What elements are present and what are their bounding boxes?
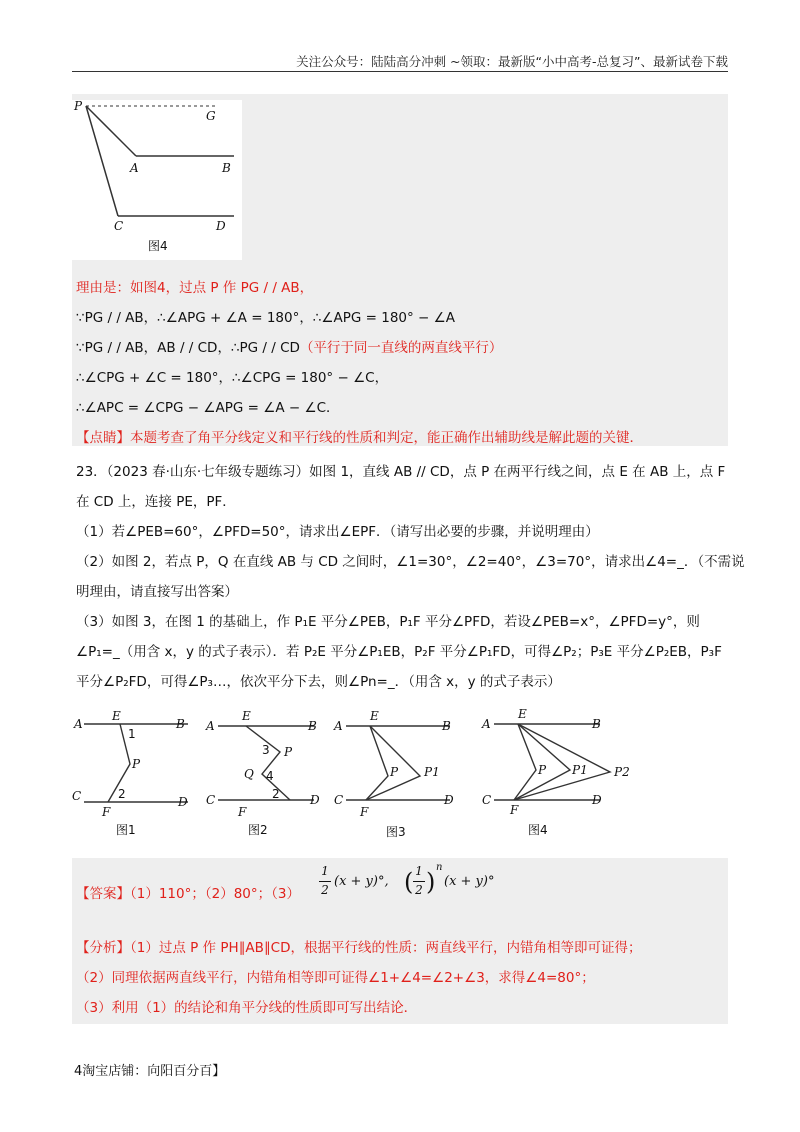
proof-line-3 xyxy=(76,336,502,356)
frac2-num: 1 xyxy=(415,864,423,878)
frac2-den: 2 xyxy=(415,883,423,897)
fig4-path-epf xyxy=(514,724,536,800)
answer-part1: （1）110°；（2）80°；（3） xyxy=(130,886,300,902)
figure-4-bg xyxy=(72,100,242,260)
page-footer: 4淘宝店铺：向阳百分百】 xyxy=(74,1064,226,1079)
figure-3 xyxy=(333,709,454,839)
fig2-label-d: D xyxy=(310,793,320,807)
frac1-num: 1 xyxy=(321,864,329,878)
header-rule xyxy=(72,71,728,72)
fig4-label-c: C xyxy=(482,793,492,807)
fig2-label-4: 4 xyxy=(266,769,274,783)
figure-4-top xyxy=(72,100,242,260)
fig3-caption: 图3 xyxy=(386,825,406,839)
fig2-label-a: A xyxy=(206,719,215,733)
figure-4 xyxy=(481,707,630,837)
paren-right: ) xyxy=(426,868,436,896)
question-line-6: （3）如图 3，在图 1 的基础上，作 P₁E 平分∠PEB，P₁F 平分∠PFD，若设∠PEB=x°，∠PFD=y°，则 xyxy=(76,614,700,630)
fig1-label-1: 1 xyxy=(128,727,136,741)
expr2-tail: (x + y)° xyxy=(444,874,495,889)
fig4-label-f: F xyxy=(510,803,519,817)
fig2-label-e: E xyxy=(242,709,251,723)
fig2-label-b: B xyxy=(308,719,317,733)
fig2-label-p: P xyxy=(284,745,293,759)
question-line-8: 平分∠P₂FD，可得∠P₃…，依次平分下去，则∠Pn=_．（用含 x，y 的式子表示） xyxy=(76,674,561,690)
frac1-den: 2 xyxy=(321,883,329,897)
fig2-label-q: Q xyxy=(244,767,254,781)
analysis-line-1 xyxy=(76,936,641,956)
fig3-label-f: F xyxy=(360,805,369,819)
figure-2 xyxy=(205,709,320,837)
analysis-line-3: （3）利用（1）的结论和角平分线的性质即可写出结论． xyxy=(76,1000,418,1016)
label-p: P xyxy=(74,100,83,113)
fig3-label-p: P xyxy=(390,765,399,779)
fig1-label-e: E xyxy=(112,709,121,723)
question-line-3: （1）若∠PEB=60°，∠PFD=50°，请求出∠EPF．（请写出必要的步骤，并说明理由） xyxy=(76,524,599,540)
proof-line-3-reason: （平行于同一直线的两直线平行） xyxy=(299,340,503,356)
proof-line-2: ∵PG / / AB，∴∠APG + ∠A = 180°，∴∠APG = 180° − ∠A xyxy=(76,310,456,326)
fig4-label-p: P xyxy=(538,763,547,777)
fig1-label-c: C xyxy=(72,789,82,803)
answer-line xyxy=(76,882,300,902)
fig1-label-f: F xyxy=(102,805,111,819)
expr1: (x + y)°, xyxy=(334,874,389,889)
fig1-label-a: A xyxy=(74,717,83,731)
fig4-label-a: A xyxy=(482,717,491,731)
label-c: C xyxy=(114,219,124,233)
frac2-bar xyxy=(413,881,425,882)
analysis-line-2: （2）同理依据两直线平行，内错角相等即可证得∠1+∠4=∠2+∠3，求得∠4=80°； xyxy=(76,970,595,986)
fig2-label-f: F xyxy=(238,805,247,819)
proof-line-3-math: ∵PG / / AB，AB / / CD，∴PG / / CD xyxy=(76,340,300,356)
question-line-5: 明理由，请直接写出答案） xyxy=(76,584,238,600)
proof-line-1: 理由是：如图4，过点 P 作 PG / / AB， xyxy=(76,280,314,296)
figure-4-caption: 图4 xyxy=(148,239,168,253)
fig1-label-p: P xyxy=(132,757,141,771)
page-header: 关注公众号：陆陆高分冲刺 ~领取：最新版“小中高考-总复习”、最新试卷下载 xyxy=(296,54,728,69)
fig1-label-b: B xyxy=(176,717,185,731)
analysis-text-1: （1）过点 P 作 PH∥AB∥CD，根据平行线的性质：两直线平行，内错角相等即可证得； xyxy=(130,940,642,956)
analysis-prefix: 【分析】 xyxy=(76,940,130,956)
proof-line-4: ∴∠CPG + ∠C = 180°，∴∠CPG = 180° − ∠C， xyxy=(76,370,389,386)
fig3-label-a: A xyxy=(334,719,343,733)
label-a: A xyxy=(130,161,139,175)
fig3-path-epf xyxy=(366,726,388,800)
proof-line-5: ∴∠APC = ∠CPG − ∠APG = ∠A − ∠C． xyxy=(76,400,340,416)
fig4-label-e: E xyxy=(518,707,527,721)
fig4-label-b: B xyxy=(592,717,601,731)
fig4-label-p1: P1 xyxy=(572,763,588,777)
question-line-1: 23．（2023 春·山东·七年级专题练习）如图 1，直线 AB // CD，点 P 在两平行线之间，点 E 在 AB 上，点 F xyxy=(76,464,726,480)
fig3-label-d: D xyxy=(444,793,454,807)
fig2-label-2: 2 xyxy=(272,787,280,801)
label-d: D xyxy=(216,219,226,233)
comment-line: 【点睛】本题考查了角平分线定义和平行线的性质和判定，能正确作出辅助线是解此题的关键． xyxy=(76,430,643,446)
fig1-label-2: 2 xyxy=(118,787,126,801)
fig4-caption: 图4 xyxy=(528,823,548,837)
label-b: B xyxy=(222,161,231,175)
paren-left: ( xyxy=(404,868,414,896)
fig4-label-d: D xyxy=(592,793,602,807)
fig3-label-c: C xyxy=(334,793,344,807)
fig3-label-p1: P1 xyxy=(424,765,440,779)
answer-prefix: 【答案】 xyxy=(76,886,130,902)
fig1-caption: 图1 xyxy=(116,823,136,837)
figure-1 xyxy=(72,709,188,837)
fig1-label-d: D xyxy=(178,795,188,809)
fig2-label-c: C xyxy=(206,793,216,807)
fig2-caption: 图2 xyxy=(248,823,268,837)
question-line-4: （2）如图 2，若点 P，Q 在直线 AB 与 CD 之间时，∠1=30°，∠2=40°，∠3=70°，请求出∠4=_．（不需说 xyxy=(76,554,745,570)
question-line-2: 在 CD 上，连接 PE，PF． xyxy=(76,494,236,510)
fig3-label-e: E xyxy=(370,709,379,723)
label-g: G xyxy=(206,109,216,123)
figures-row xyxy=(66,706,736,846)
frac1-bar xyxy=(319,881,331,882)
fig4-label-p2: P2 xyxy=(614,765,630,779)
exponent-n: n xyxy=(436,862,443,873)
fig2-path-epqf xyxy=(246,726,290,800)
fig2-label-3: 3 xyxy=(262,743,270,757)
fig3-label-b: B xyxy=(442,719,451,733)
question-line-7: ∠P₁=_（用含 x，y 的式子表示）．若 P₂E 平分∠P₁EB，P₂F 平分∠P₁FD，可得∠P₂；P₃E 平分∠P₂EB，P₃F xyxy=(76,644,722,660)
